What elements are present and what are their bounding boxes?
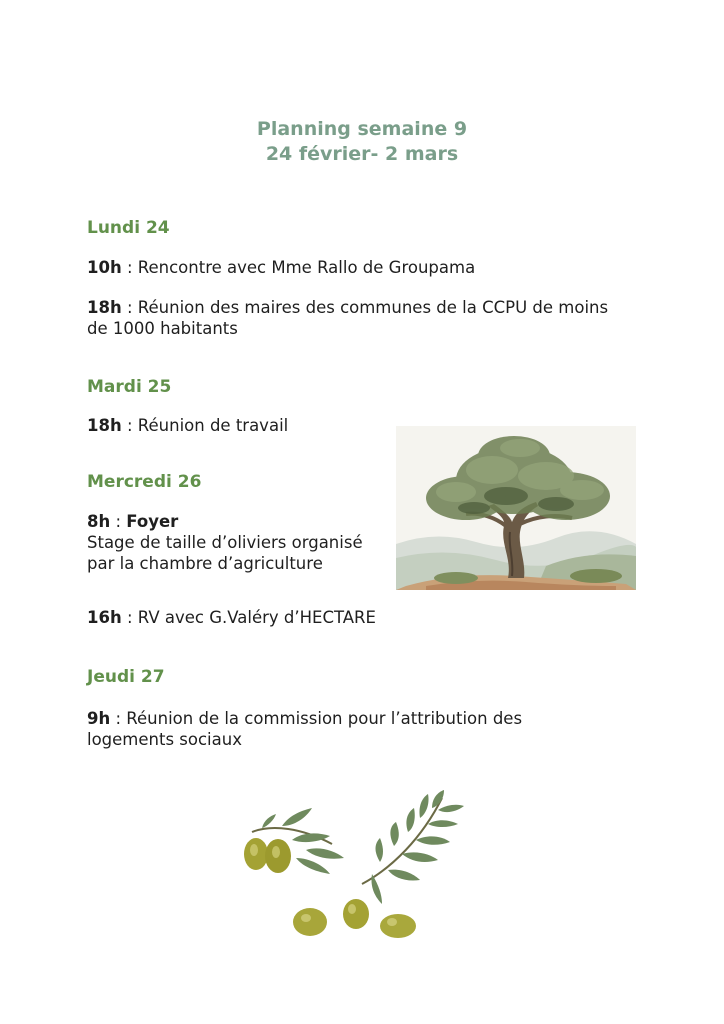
entry-text-continued: de 1000 habitants xyxy=(87,319,238,338)
day-heading-mercredi: Mercredi 26 xyxy=(87,472,202,492)
entry-text: Stage de taille d’oliviers organisé xyxy=(87,533,363,552)
entry-venue: Foyer xyxy=(126,512,179,531)
olive-branch-icon xyxy=(232,788,482,948)
entry-text: RV avec G.Valéry d’HECTARE xyxy=(137,608,376,627)
agenda-entry xyxy=(87,511,363,574)
day-heading-lundi: Lundi 24 xyxy=(87,218,170,238)
olive-branches-illustration xyxy=(232,788,482,948)
olive-tree-illustration xyxy=(396,426,636,590)
entry-time: 18h xyxy=(87,298,122,317)
agenda-entry xyxy=(87,297,608,339)
entry-separator: : xyxy=(121,416,138,435)
title-line-2: 24 février- 2 mars xyxy=(265,143,459,165)
entry-separator: : xyxy=(121,298,138,317)
entry-text: Réunion de la commission pour l’attribution des xyxy=(126,709,523,728)
entry-text-continued: logements sociaux xyxy=(87,730,242,749)
entry-text: Rencontre avec Mme Rallo de Groupama xyxy=(137,258,476,277)
olive-tree-icon xyxy=(396,426,636,590)
entry-separator: : xyxy=(110,512,127,531)
entry-text: Réunion de travail xyxy=(137,416,289,435)
agenda-entry xyxy=(87,257,475,278)
entry-time: 8h xyxy=(87,512,111,531)
entry-text: Réunion des maires des communes de la CCPU de moins xyxy=(137,298,609,317)
entry-separator: : xyxy=(121,258,138,277)
entry-time: 18h xyxy=(87,416,122,435)
entry-separator: : xyxy=(110,709,127,728)
entry-time: 10h xyxy=(87,258,122,277)
entry-time: 9h xyxy=(87,709,111,728)
agenda-entry xyxy=(87,607,376,628)
day-heading-mardi: Mardi 25 xyxy=(87,377,172,397)
agenda-entry xyxy=(87,415,288,436)
entry-time: 16h xyxy=(87,608,122,627)
title-line-1: Planning semaine 9 xyxy=(256,118,468,140)
day-heading-jeudi: Jeudi 27 xyxy=(87,667,165,687)
entry-text-continued: par la chambre d’agriculture xyxy=(87,554,323,573)
entry-separator: : xyxy=(121,608,138,627)
agenda-entry xyxy=(87,708,522,750)
page-title xyxy=(0,117,724,167)
